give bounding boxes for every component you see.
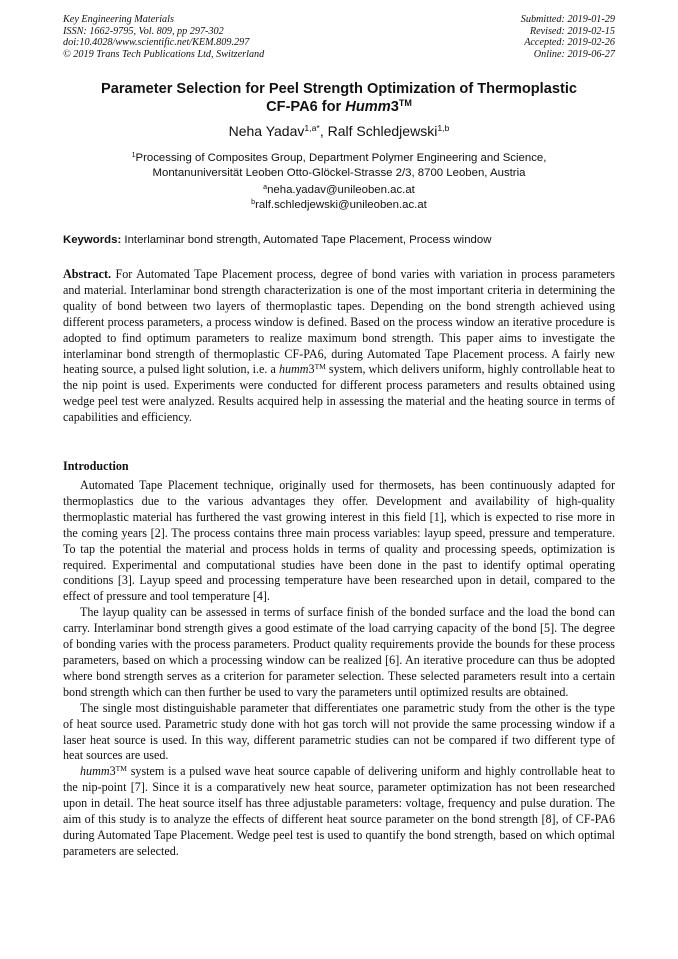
accepted-date: Accepted: 2019-02-26: [524, 37, 615, 49]
abstract: [63, 267, 615, 426]
title-humm-number: 3: [390, 98, 399, 115]
affiliation-mark: 1: [131, 152, 136, 160]
abstract-text-continued: system, which delivers uniform, highly controllable heat to the nip point is used. Experiments were conducted for different process parameters and results obtained using wedge peel test were analyzed. Results acquired help in assessing the material and the heating source in terms of capabilities and efficiency.: [63, 362, 615, 425]
email-block: [63, 183, 615, 212]
paragraph: Automated Tape Placement technique, originally used for thermosets, has been continuously adapted for thermoplastics due to the various advantages they offer. Development and availability of high-quality thermoplastic material has furthered the vast growing interest in this field [1], which is expected to rise more in the coming years [2]. The process contains three main process variables: layup speed, pressure and temperature. To tap the potential the material and process holds in terms of quality and processing speeds, optimization is required. Experimental and computational studies have been done in the past to identify optimal operating conditions [3]. Layup speed and processing temperature have been researched upon in detail, compared to the effect of pressure and tool temperature [4].: [63, 478, 615, 604]
keywords-label: Keywords:: [63, 234, 122, 246]
journal-name: Key Engineering Materials: [63, 14, 174, 25]
email-mark: b: [251, 198, 256, 206]
affiliation-text: Processing of Composites Group, Department Polymer Engineering and Science,: [135, 152, 547, 164]
abstract-label: Abstract.: [63, 267, 112, 281]
publication-info: [63, 14, 264, 60]
title-line-1: Parameter Selection for Peel Strength Optimization of Thermoplastic: [100, 81, 577, 97]
paragraph-text: system is a pulsed wave heat source capable of delivering uniform and highly controllable heat to the nip-point [7]. Since it is a comparatively new heat source, parameter optimization has not been researched upon in detail. The heat source itself has three adjustable parameters: voltage, frequency and pulse duration. The aim of this study is to analyze the effects of different heat source parameter on the bond strength [8], of CF-PA6 during Automated Tape Placement. Wedge peel test is used to quantify the bond strength, based on which optimal parameters are selected.: [63, 764, 615, 858]
title-humm: Humm: [345, 98, 391, 115]
title-prefix: CF-PA6 for: [266, 98, 346, 115]
author-affiliation-mark: 1,a*: [304, 123, 320, 134]
author-affiliation-mark: 1,b: [437, 123, 450, 134]
email-address[interactable]: neha.yadav@unileoben.ac.at: [267, 184, 415, 196]
author-name: Ralf Schledjewski: [327, 123, 438, 139]
author-name: Neha Yadav: [228, 123, 305, 139]
paragraph: The layup quality can be assessed in terms of surface finish of the bonded surface and the load the bond can carry. Interlaminar bond strength gives a good estimate of the load carrying capacity of the bond [5]. The degree of bonding varies with the process parameters. Product quality requirements provide the bounds for these process parameters, based on which a processing window can be realized [6]. An iterative procedure can thus be adopted where bond strength serves as a criterion for parameter selection. These selected parameters result into a certain bond strength which can then further be used to vary the parameters until optimized results are obtained.: [63, 605, 615, 699]
affiliation-line-2: Montanuniversität Leoben Otto-Glöckel-Strasse 2/3, 8700 Leoben, Austria: [152, 166, 526, 179]
dates-info: [521, 14, 615, 60]
affiliation: [63, 151, 615, 180]
paragraph-humm-number: 3: [109, 764, 116, 779]
online-date: Online: 2019-06-27: [533, 48, 615, 60]
abstract-humm-number: 3: [308, 362, 315, 377]
paragraph: [63, 764, 615, 859]
email-b-line: [63, 198, 615, 213]
introduction-body: [63, 478, 615, 860]
paragraph-trademark: TM: [115, 764, 127, 774]
journal-header: [63, 14, 615, 60]
email-address[interactable]: ralf.schledjewski@unileoben.ac.at: [255, 198, 427, 211]
abstract-trademark: TM: [314, 362, 326, 372]
paragraph: The single most distinguishable parameter that differentiates one parametric study from the other is the type of heat source used. Parametric study done with hot gas torch will not provide the same processing window if a laser heat source is used. In this way, different parametric studies can not be compared if two different type of heat sources are used.: [63, 700, 615, 763]
keywords-text: Interlaminar bond strength, Automated Tape Placement, Process window: [121, 234, 492, 246]
submitted-date: Submitted: 2019-01-29: [520, 14, 615, 25]
revised-date: Revised: 2019-02-15: [529, 25, 615, 37]
author-separator: ,: [319, 123, 328, 139]
email-a-line: [63, 183, 615, 198]
title-line-2: [63, 99, 615, 117]
keywords: [63, 233, 615, 247]
paragraph-humm: humm: [80, 764, 110, 779]
abstract-humm: humm: [278, 362, 309, 377]
paper-title: [63, 81, 615, 116]
title-trademark: TM: [398, 97, 412, 108]
affiliation-line-1: [63, 151, 615, 166]
doi-line: doi:10.4028/www.scientific.net/KEM.809.297: [63, 37, 250, 49]
issn-line: ISSN: 1662-9795, Vol. 809, pp 297-302: [63, 25, 224, 37]
copyright-line: © 2019 Trans Tech Publications Ltd, Switzerland: [63, 48, 265, 60]
email-mark: a: [263, 184, 268, 192]
author-list: [63, 123, 615, 140]
section-heading-introduction: Introduction: [63, 459, 129, 473]
abstract-text: For Automated Tape Placement process, degree of bond varies with variation in process parameters and material. Interlaminar bond strength characterization is one of the most important criteria in determining the quality of bond between two layers of thermoplastic tapes. Depending on the bond strength achieved using different process parameters, a process window is defined. Based on the process window an iterative procedure is adopted to find optimum parameters to realize maximum bond strength. This paper aims to investigate the interlaminar bond strength of thermoplastic CF-PA6, during Automated Tape Placement process. A fairly new heating source, a pulsed light solution, i.e. a: [63, 267, 615, 377]
